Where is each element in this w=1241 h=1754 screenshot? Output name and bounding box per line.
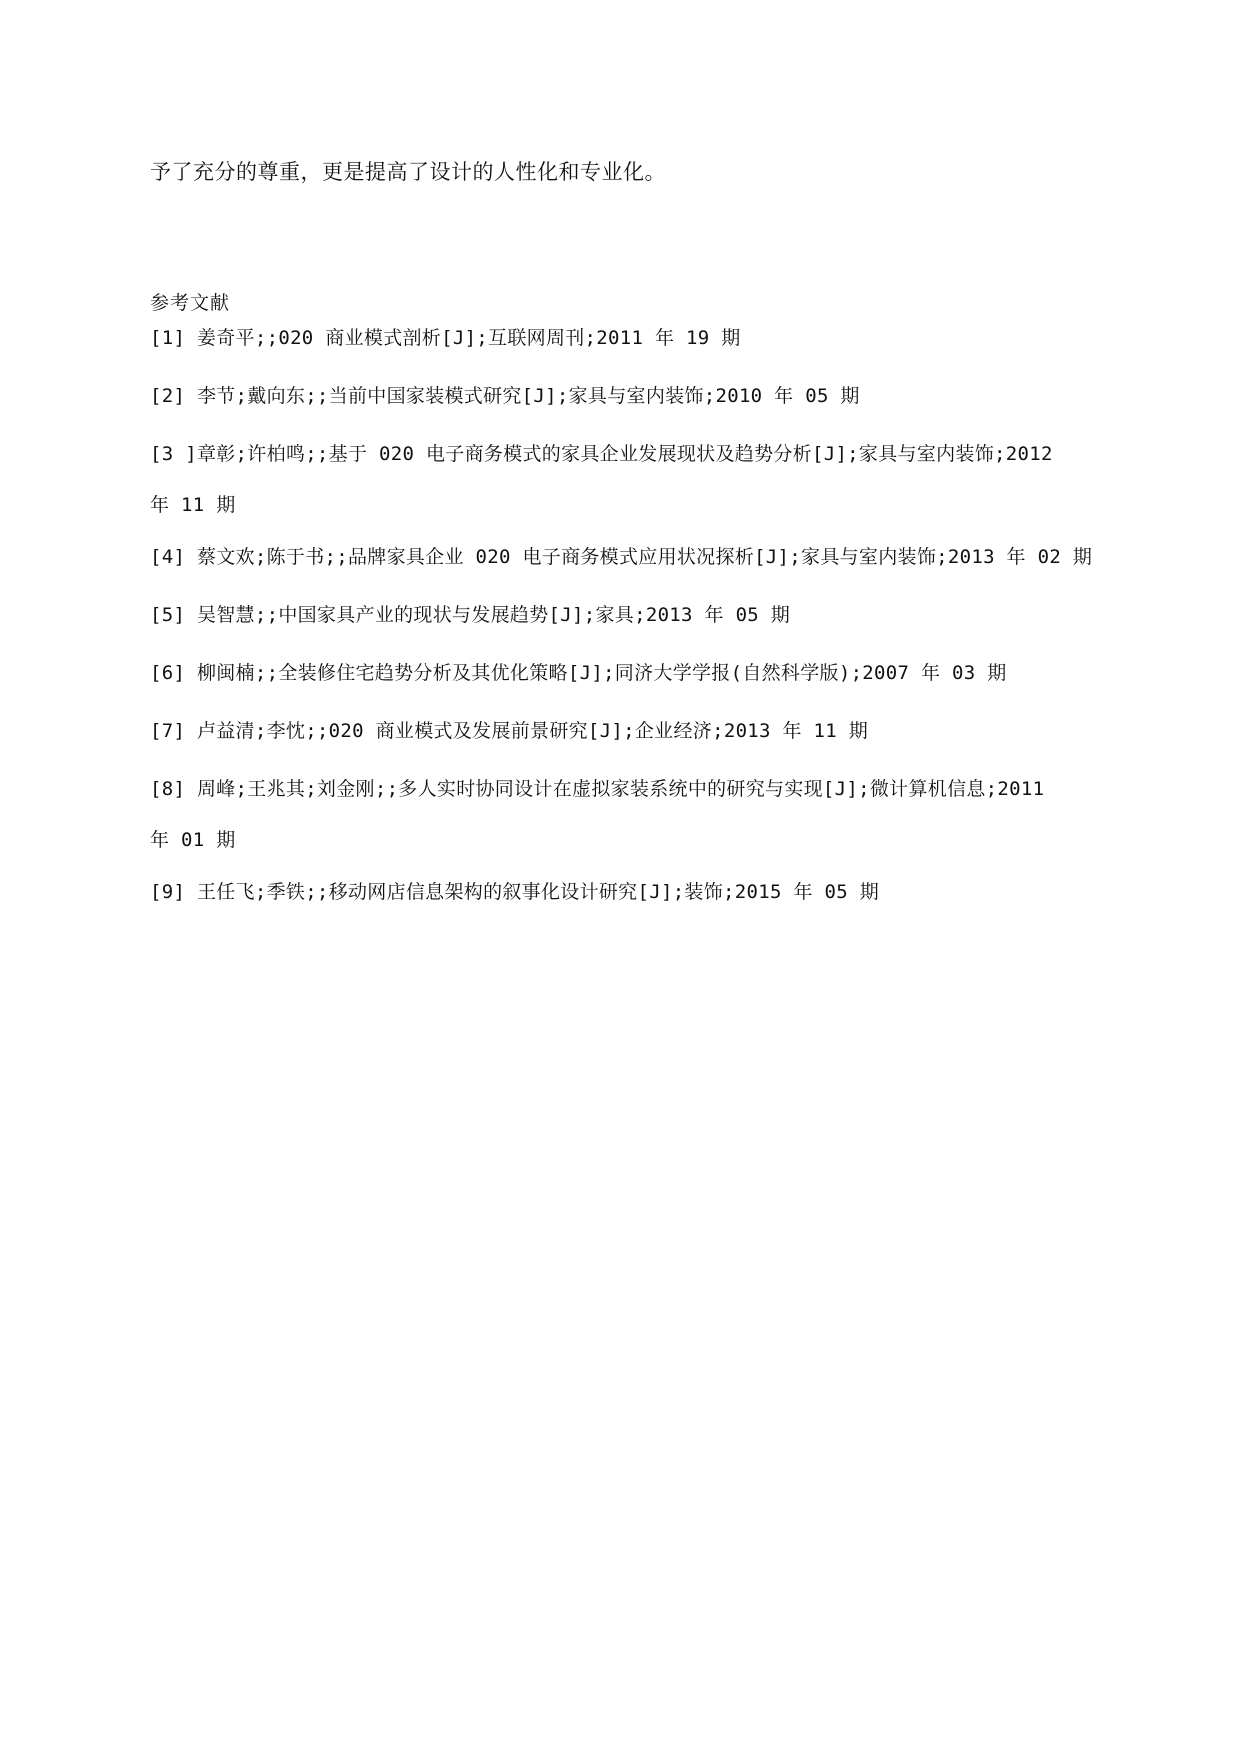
reference-line: [5] 吴智慧;;中国家具产业的现状与发展趋势[J];家具;2013 年 05 期 — [150, 604, 791, 626]
reference-line: [1] 姜奇平;;020 商业模式剖析[J];互联网周刊;2011 年 19 期 — [150, 327, 741, 349]
reference-item-5 — [150, 590, 1125, 641]
reference-item-2 — [150, 371, 1125, 422]
references-heading: 参考文献 — [150, 292, 231, 314]
reference-item-8 — [150, 764, 1125, 866]
reference-line: [2] 李节;戴向东;;当前中国家装模式研究[J];家具与室内装饰;2010 年 05 期 — [150, 385, 860, 407]
reference-item-3 — [150, 429, 1125, 531]
reference-line: [6] 柳闽楠;;全装修住宅趋势分析及其优化策略[J];同济大学学报(自然科学版);2007 年 03 期 — [150, 662, 1007, 684]
reference-item-9 — [150, 867, 1125, 918]
reference-line: 年 11 期 — [150, 494, 236, 516]
reference-item-6 — [150, 648, 1125, 699]
reference-line: [7] 卢益清;李忱;;020 商业模式及发展前景研究[J];企业经济;2013 年 11 期 — [150, 720, 869, 742]
reference-item-7 — [150, 706, 1125, 757]
reference-item-4 — [150, 532, 1125, 583]
reference-line: [3 ]章彰;许柏鸣;;基于 020 电子商务模式的家具企业发展现状及趋势分析[J];家具与室内装饰;2012 — [150, 443, 1053, 465]
paragraph-continuation: 予了充分的尊重，更是提高了设计的人性化和专业化。 — [150, 160, 666, 184]
reference-line: [4] 蔡文欢;陈于书;;品牌家具企业 020 电子商务模式应用状况探析[J];家具与室内装饰;2013 年 02 期 — [150, 546, 1093, 568]
reference-line: [8] 周峰;王兆其;刘金刚;;多人实时协同设计在虚拟家装系统中的研究与实现[J];微计算机信息;2011 — [150, 778, 1045, 800]
reference-line: 年 01 期 — [150, 829, 236, 851]
reference-line: [9] 王任飞;季铁;;移动网店信息架构的叙事化设计研究[J];装饰;2015 年 05 期 — [150, 881, 880, 903]
reference-item-1 — [150, 313, 1125, 364]
